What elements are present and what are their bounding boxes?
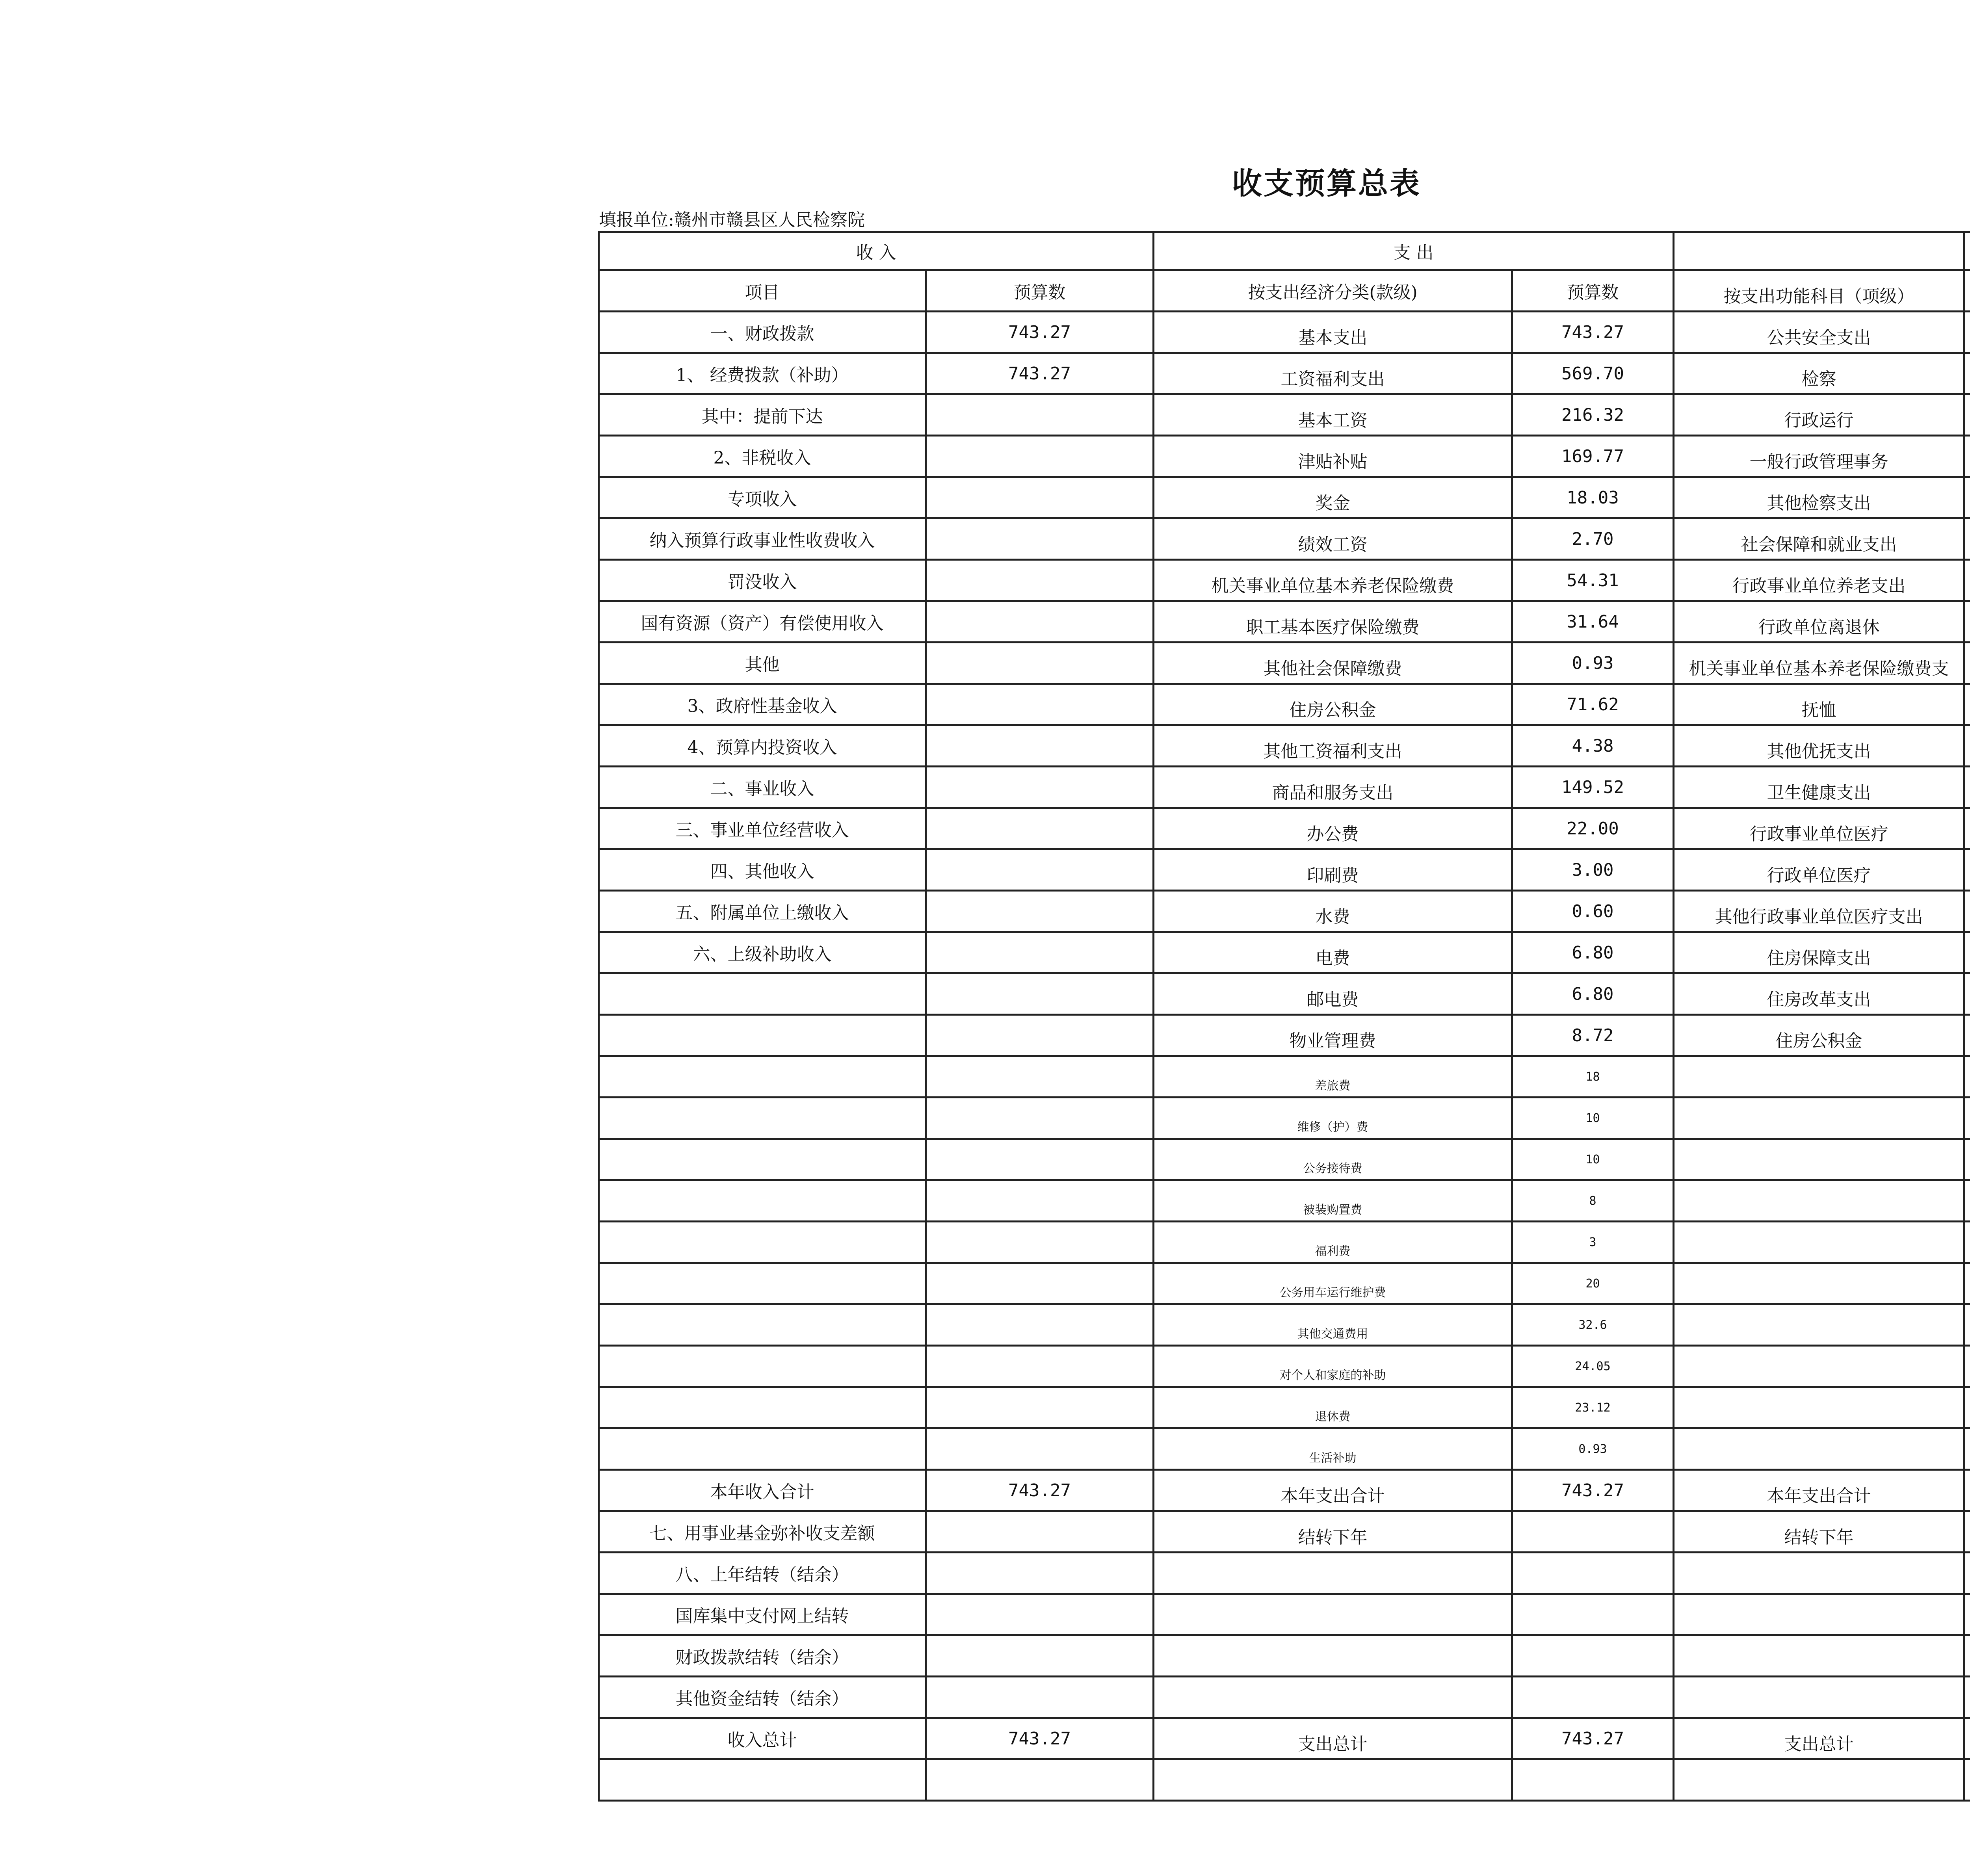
- expense-econ-amount: 3.00: [1512, 849, 1674, 891]
- expense-econ-item: 其他社会保障缴费: [1154, 643, 1512, 684]
- expense-func-amount: [1964, 767, 1970, 808]
- income-item: [599, 1263, 926, 1304]
- expense-econ-item: 邮电费: [1154, 973, 1512, 1015]
- income-item: [599, 1428, 926, 1470]
- expense-econ-amount: 743.27: [1512, 1718, 1674, 1759]
- expense-func-item: 其他检察支出: [1674, 477, 1964, 518]
- table-row: [599, 1635, 1970, 1677]
- expense-econ-amount: 149.52: [1512, 767, 1674, 808]
- expense-econ-amount: 8.72: [1512, 1015, 1674, 1056]
- expense-econ-item: 结转下年: [1154, 1511, 1512, 1553]
- income-amount: [926, 1263, 1154, 1304]
- income-amount: [926, 1635, 1154, 1677]
- table-row: [599, 1553, 1970, 1594]
- expense-econ-item: 水费: [1154, 891, 1512, 932]
- income-item: 1、 经费拨款（补助）: [599, 353, 926, 394]
- expense-econ-amount: 569.70: [1512, 353, 1674, 394]
- income-amount: [926, 1098, 1154, 1139]
- expense-econ-amount: 32.6: [1512, 1304, 1674, 1346]
- income-amount: [926, 767, 1154, 808]
- table-row: [599, 1511, 1970, 1553]
- table-row: [599, 1304, 1970, 1346]
- income-item: [599, 973, 926, 1015]
- table-row: [599, 973, 1970, 1015]
- income-item: 国有资源（资产）有偿使用收入: [599, 601, 926, 643]
- expense-func-item: [1674, 1180, 1964, 1222]
- expense-func-amount: [1964, 518, 1970, 560]
- income-item: 六、上级补助收入: [599, 932, 926, 973]
- expense-func-item: [1674, 1098, 1964, 1139]
- expense-econ-item: 本年支出合计: [1154, 1470, 1512, 1511]
- expense-func-amount: [1964, 1718, 1970, 1759]
- expense-econ-item: 公务用车运行维护费: [1154, 1263, 1512, 1304]
- income-amount: [926, 1677, 1154, 1718]
- expense-func-item: 公共安全支出: [1674, 312, 1964, 353]
- expense-func-amount: [1964, 1304, 1970, 1346]
- expense-econ-amount: 22.00: [1512, 808, 1674, 849]
- income-item: 国库集中支付网上结转: [599, 1594, 926, 1635]
- expense-econ-amount: 6.80: [1512, 973, 1674, 1015]
- expense-func-amount: [1964, 477, 1970, 518]
- expense-econ-item: 住房公积金: [1154, 684, 1512, 725]
- expense-func-item: 行政单位离退休: [1674, 601, 1964, 643]
- income-amount: [926, 849, 1154, 891]
- expense-func-item: 社会保障和就业支出: [1674, 518, 1964, 560]
- income-item: [599, 1139, 926, 1180]
- table-row: [599, 1139, 1970, 1180]
- expense-econ-amount: 743.27: [1512, 1470, 1674, 1511]
- expense-func-amount: [1964, 1263, 1970, 1304]
- expense-func-item: [1674, 1677, 1964, 1718]
- income-item: [599, 1759, 926, 1801]
- income-item: [599, 1180, 926, 1222]
- table-row: [599, 808, 1970, 849]
- expense-econ-item: 职工基本医疗保险缴费: [1154, 601, 1512, 643]
- expense-func-item: 行政事业单位养老支出: [1674, 560, 1964, 601]
- expense-func-amount: [1964, 1511, 1970, 1553]
- income-item: 纳入预算行政事业性收费收入: [599, 518, 926, 560]
- table-row: [599, 1222, 1970, 1263]
- income-amount: [926, 1387, 1154, 1428]
- page-title: 收支预算总表: [1232, 166, 1421, 201]
- col-header-function-class: 按支出功能科目（项级）: [1674, 270, 1964, 312]
- expense-func-item: 支出总计: [1674, 1718, 1964, 1759]
- expense-func-amount: [1964, 1553, 1970, 1594]
- expense-func-item: [1674, 1594, 1964, 1635]
- table-row: [599, 1015, 1970, 1056]
- table-row: [599, 601, 1970, 643]
- income-item: 其他资金结转（结余）: [599, 1677, 926, 1718]
- income-amount: 743.27: [926, 1718, 1154, 1759]
- income-item: [599, 1222, 926, 1263]
- income-item: [599, 1387, 926, 1428]
- table-row: [599, 1718, 1970, 1759]
- expense-econ-item: 维修（护）费: [1154, 1098, 1512, 1139]
- income-item: [599, 1304, 926, 1346]
- expense-func-amount: [1964, 1222, 1970, 1263]
- expense-econ-item: 绩效工资: [1154, 518, 1512, 560]
- expense-func-item: 住房改革支出: [1674, 973, 1964, 1015]
- expense-econ-amount: 8: [1512, 1180, 1674, 1222]
- expense-econ-amount: 10: [1512, 1098, 1674, 1139]
- expense-func-amount: [1964, 1759, 1970, 1801]
- expense-func-amount: [1964, 1635, 1970, 1677]
- table-row: [599, 312, 1970, 353]
- expense-func-amount: [1964, 394, 1970, 436]
- expense-econ-item: [1154, 1594, 1512, 1635]
- expense-func-item: 机关事业单位基本养老保险缴费支: [1674, 643, 1964, 684]
- income-item: 3、政府性基金收入: [599, 684, 926, 725]
- expense-func-item: 结转下年: [1674, 1511, 1964, 1553]
- table-row: [599, 684, 1970, 725]
- expense-econ-amount: 31.64: [1512, 601, 1674, 643]
- expense-func-amount: [1964, 1180, 1970, 1222]
- expense-econ-item: 福利费: [1154, 1222, 1512, 1263]
- table-row: [599, 1759, 1970, 1801]
- expense-econ-item: 办公费: [1154, 808, 1512, 849]
- expense-econ-item: 电费: [1154, 932, 1512, 973]
- table-row: [599, 1263, 1970, 1304]
- expense-econ-item: 差旅费: [1154, 1056, 1512, 1098]
- table-row: [599, 725, 1970, 767]
- table-row: [599, 1346, 1970, 1387]
- income-amount: [926, 1759, 1154, 1801]
- budget-table: [598, 231, 1970, 1802]
- expense-econ-item: 工资福利支出: [1154, 353, 1512, 394]
- income-item: 一、财政拨款: [599, 312, 926, 353]
- table-row: [599, 932, 1970, 973]
- income-item: [599, 1015, 926, 1056]
- income-item: 四、其他收入: [599, 849, 926, 891]
- expense-econ-item: 基本支出: [1154, 312, 1512, 353]
- expense-func-amount: [1964, 353, 1970, 394]
- expense-func-item: [1674, 1222, 1964, 1263]
- table-row: [599, 1470, 1970, 1511]
- income-item: [599, 1056, 926, 1098]
- table-row: [599, 1428, 1970, 1470]
- table-row: [599, 477, 1970, 518]
- expense-econ-item: 物业管理费: [1154, 1015, 1512, 1056]
- income-amount: [926, 932, 1154, 973]
- income-amount: [926, 1139, 1154, 1180]
- expense-econ-item: [1154, 1759, 1512, 1801]
- table-row: [599, 560, 1970, 601]
- header-blank: [1964, 232, 1970, 270]
- income-item: 其中：提前下达: [599, 394, 926, 436]
- col-header-economic-amount: 预算数: [1512, 270, 1674, 312]
- expense-econ-amount: 216.32: [1512, 394, 1674, 436]
- income-amount: [926, 891, 1154, 932]
- income-item: 本年收入合计: [599, 1470, 926, 1511]
- expense-func-amount: [1964, 808, 1970, 849]
- expense-func-amount: [1964, 1470, 1970, 1511]
- expense-econ-amount: 71.62: [1512, 684, 1674, 725]
- expense-econ-amount: 23.12: [1512, 1387, 1674, 1428]
- table-row: [599, 643, 1970, 684]
- reporting-unit: 填报单位:赣州市赣县区人民检察院: [599, 210, 865, 230]
- table-row: [599, 1387, 1970, 1428]
- expense-func-amount: [1964, 684, 1970, 725]
- expense-func-item: 行政运行: [1674, 394, 1964, 436]
- income-amount: [926, 477, 1154, 518]
- table-row: [599, 1056, 1970, 1098]
- income-item: 八、上年结转（结余）: [599, 1553, 926, 1594]
- expense-func-item: [1674, 1635, 1964, 1677]
- expense-econ-amount: 18.03: [1512, 477, 1674, 518]
- table-row: [599, 849, 1970, 891]
- expense-func-item: [1674, 1304, 1964, 1346]
- expense-econ-amount: [1512, 1511, 1674, 1553]
- income-item: 收入总计: [599, 1718, 926, 1759]
- expense-func-item: 住房保障支出: [1674, 932, 1964, 973]
- expense-econ-amount: [1512, 1594, 1674, 1635]
- expense-func-amount: [1964, 1015, 1970, 1056]
- income-amount: [926, 725, 1154, 767]
- expense-func-item: 行政事业单位医疗: [1674, 808, 1964, 849]
- expense-func-amount: [1964, 1139, 1970, 1180]
- table-row: [599, 767, 1970, 808]
- income-amount: [926, 518, 1154, 560]
- header-blank: [1674, 232, 1964, 270]
- expense-econ-amount: 0.93: [1512, 1428, 1674, 1470]
- expense-func-amount: [1964, 1594, 1970, 1635]
- expense-econ-amount: [1512, 1635, 1674, 1677]
- expense-func-item: 本年支出合计: [1674, 1470, 1964, 1511]
- expense-econ-item: 基本工资: [1154, 394, 1512, 436]
- table-row: [599, 394, 1970, 436]
- table-row: [599, 436, 1970, 477]
- income-item: 2、非税收入: [599, 436, 926, 477]
- income-amount: [926, 808, 1154, 849]
- income-amount: 743.27: [926, 1470, 1154, 1511]
- expense-econ-amount: 743.27: [1512, 312, 1674, 353]
- income-item: 五、附属单位上缴收入: [599, 891, 926, 932]
- income-item: [599, 1098, 926, 1139]
- expense-econ-item: 退休费: [1154, 1387, 1512, 1428]
- expense-econ-amount: 24.05: [1512, 1346, 1674, 1387]
- expense-func-amount: [1964, 1387, 1970, 1428]
- expense-econ-item: 其他交通费用: [1154, 1304, 1512, 1346]
- expense-econ-item: 机关事业单位基本养老保险缴费: [1154, 560, 1512, 601]
- expense-econ-item: [1154, 1677, 1512, 1718]
- expense-func-amount: [1964, 1346, 1970, 1387]
- income-item: 七、用事业基金弥补收支差额: [599, 1511, 926, 1553]
- col-header-income-amount: 预算数: [926, 270, 1154, 312]
- income-amount: [926, 1594, 1154, 1635]
- income-amount: [926, 1428, 1154, 1470]
- expense-func-item: [1674, 1346, 1964, 1387]
- expense-func-amount: [1964, 1677, 1970, 1718]
- income-amount: [926, 436, 1154, 477]
- income-amount: [926, 973, 1154, 1015]
- income-item: [599, 1346, 926, 1387]
- income-amount: [926, 643, 1154, 684]
- income-item: 罚没收入: [599, 560, 926, 601]
- expense-func-item: [1674, 1428, 1964, 1470]
- income-item: 二、事业收入: [599, 767, 926, 808]
- expense-func-amount: [1964, 643, 1970, 684]
- income-amount: [926, 1304, 1154, 1346]
- expense-func-amount: [1964, 725, 1970, 767]
- income-amount: [926, 601, 1154, 643]
- col-header-economic-class: 按支出经济分类(款级): [1154, 270, 1512, 312]
- expense-econ-item: [1154, 1553, 1512, 1594]
- income-section-header: 收 入: [599, 232, 1154, 270]
- income-amount: [926, 560, 1154, 601]
- income-item: 三、事业单位经营收入: [599, 808, 926, 849]
- expense-func-amount: [1964, 891, 1970, 932]
- expense-econ-amount: 2.70: [1512, 518, 1674, 560]
- expense-econ-item: 对个人和家庭的补助: [1154, 1346, 1512, 1387]
- income-amount: 743.27: [926, 353, 1154, 394]
- income-amount: [926, 684, 1154, 725]
- expense-econ-amount: 3: [1512, 1222, 1674, 1263]
- expense-econ-item: 被装购置费: [1154, 1180, 1512, 1222]
- expense-econ-amount: 6.80: [1512, 932, 1674, 973]
- expense-func-item: [1674, 1139, 1964, 1180]
- expense-func-item: [1674, 1263, 1964, 1304]
- table-row: [599, 1594, 1970, 1635]
- expense-econ-item: 印刷费: [1154, 849, 1512, 891]
- expense-econ-amount: 20: [1512, 1263, 1674, 1304]
- expense-econ-amount: [1512, 1677, 1674, 1718]
- expense-func-item: [1674, 1553, 1964, 1594]
- expense-econ-item: 公务接待费: [1154, 1139, 1512, 1180]
- expense-func-amount: [1964, 312, 1970, 353]
- expense-func-amount: [1964, 601, 1970, 643]
- table-row: [599, 353, 1970, 394]
- expense-econ-amount: 0.93: [1512, 643, 1674, 684]
- expense-econ-item: 生活补助: [1154, 1428, 1512, 1470]
- income-amount: [926, 1015, 1154, 1056]
- expense-econ-amount: 18: [1512, 1056, 1674, 1098]
- income-amount: [926, 1511, 1154, 1553]
- expense-func-item: [1674, 1387, 1964, 1428]
- income-amount: [926, 394, 1154, 436]
- expense-func-amount: [1964, 1428, 1970, 1470]
- expense-econ-item: 津贴补贴: [1154, 436, 1512, 477]
- expense-func-item: 其他优抚支出: [1674, 725, 1964, 767]
- table-row: [599, 1677, 1970, 1718]
- expense-section-header: 支 出: [1154, 232, 1674, 270]
- table-row: [599, 1180, 1970, 1222]
- expense-econ-amount: [1512, 1759, 1674, 1801]
- expense-econ-amount: 54.31: [1512, 560, 1674, 601]
- col-header-function-amount: [1964, 270, 1970, 312]
- expense-econ-amount: 10: [1512, 1139, 1674, 1180]
- expense-econ-amount: [1512, 1553, 1674, 1594]
- expense-func-item: 住房公积金: [1674, 1015, 1964, 1056]
- income-amount: [926, 1056, 1154, 1098]
- expense-econ-amount: 0.60: [1512, 891, 1674, 932]
- col-header-item: 项目: [599, 270, 926, 312]
- expense-func-item: 行政单位医疗: [1674, 849, 1964, 891]
- expense-econ-item: 支出总计: [1154, 1718, 1512, 1759]
- income-amount: [926, 1553, 1154, 1594]
- expense-func-amount: [1964, 932, 1970, 973]
- table-row: [599, 518, 1970, 560]
- income-item: 4、预算内投资收入: [599, 725, 926, 767]
- income-amount: [926, 1180, 1154, 1222]
- expense-func-amount: [1964, 560, 1970, 601]
- expense-econ-amount: 4.38: [1512, 725, 1674, 767]
- expense-econ-item: [1154, 1635, 1512, 1677]
- income-item: 专项收入: [599, 477, 926, 518]
- expense-econ-item: 其他工资福利支出: [1154, 725, 1512, 767]
- expense-func-item: [1674, 1056, 1964, 1098]
- expense-func-item: 检察: [1674, 353, 1964, 394]
- expense-func-amount: [1964, 1056, 1970, 1098]
- expense-func-item: 一般行政管理事务: [1674, 436, 1964, 477]
- expense-func-amount: [1964, 973, 1970, 1015]
- expense-econ-item: 商品和服务支出: [1154, 767, 1512, 808]
- income-amount: [926, 1222, 1154, 1263]
- income-amount: [926, 1346, 1154, 1387]
- table-row: [599, 891, 1970, 932]
- income-item: 财政拨款结转（结余）: [599, 1635, 926, 1677]
- expense-func-item: 抚恤: [1674, 684, 1964, 725]
- table-row: [599, 1098, 1970, 1139]
- income-amount: 743.27: [926, 312, 1154, 353]
- expense-econ-amount: 169.77: [1512, 436, 1674, 477]
- expense-func-item: 其他行政事业单位医疗支出: [1674, 891, 1964, 932]
- expense-econ-item: 奖金: [1154, 477, 1512, 518]
- income-item: 其他: [599, 643, 926, 684]
- expense-func-item: [1674, 1759, 1964, 1801]
- expense-func-amount: [1964, 1098, 1970, 1139]
- expense-func-item: 卫生健康支出: [1674, 767, 1964, 808]
- expense-func-amount: [1964, 849, 1970, 891]
- expense-func-amount: [1964, 436, 1970, 477]
